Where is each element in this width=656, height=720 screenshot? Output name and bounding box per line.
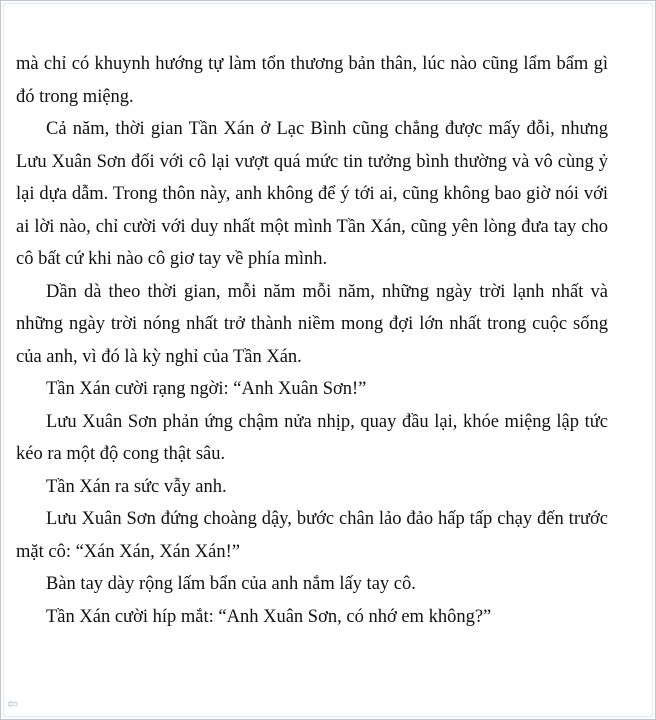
paragraph: mà chỉ có khuynh hướng tự làm tổn thương bản thân, lúc nào cũng lẩm bẩm gì đó trong miệng. — [16, 54, 608, 107]
back-arrow-icon[interactable]: ⇦ — [7, 697, 18, 712]
paragraph: Lưu Xuân Sơn phản ứng chậm nửa nhịp, quay đầu lại, khóe miệng lập tức kéo ra một độ cong thật sâu. — [16, 411, 608, 464]
paragraph: Lưu Xuân Sơn đứng choàng dậy, bước chân lảo đảo hấp tấp chạy đến trước mặt cô: “Xán Xán, Xán Xán!” — [16, 509, 608, 562]
paragraph: Tần Xán cười rạng ngời: “Anh Xuân Sơn!” — [46, 379, 367, 399]
paragraph: Tần Xán ra sức vẫy anh. — [46, 476, 227, 497]
paragraph: Cả năm, thời gian Tần Xán ở Lạc Bình cũng chẳng được mấy đỗi, nhưng Lưu Xuân Sơn đối với cô lại vượt quá mức tin tưởng bình thường và vô cùng ỷ lại dựa dẫm. Trong thôn này, anh không để ý tới ai, cũng không bao giờ nói với ai lời nào, chỉ cười với duy nhất một mình Tần Xán, cũng yên lòng đưa tay cho cô bất cứ khi nào cô giơ tay về phía mình. — [16, 119, 608, 269]
paragraph: Dần dà theo thời gian, mỗi năm mỗi năm, những ngày trời lạnh nhất và những ngày trời nóng nhất trở thành niềm mong đợi lớn nhất trong cuộc sống của anh, vì đó là kỳ nghỉ của Tần Xán. — [16, 281, 608, 367]
paragraph: Bàn tay dày rộng lấm bẩn của anh nắm lấy tay cô. — [46, 574, 416, 594]
paragraph: Tần Xán cười híp mắt: “Anh Xuân Sơn, có nhớ em không?” — [46, 606, 492, 627]
document-text-body — [16, 48, 608, 633]
